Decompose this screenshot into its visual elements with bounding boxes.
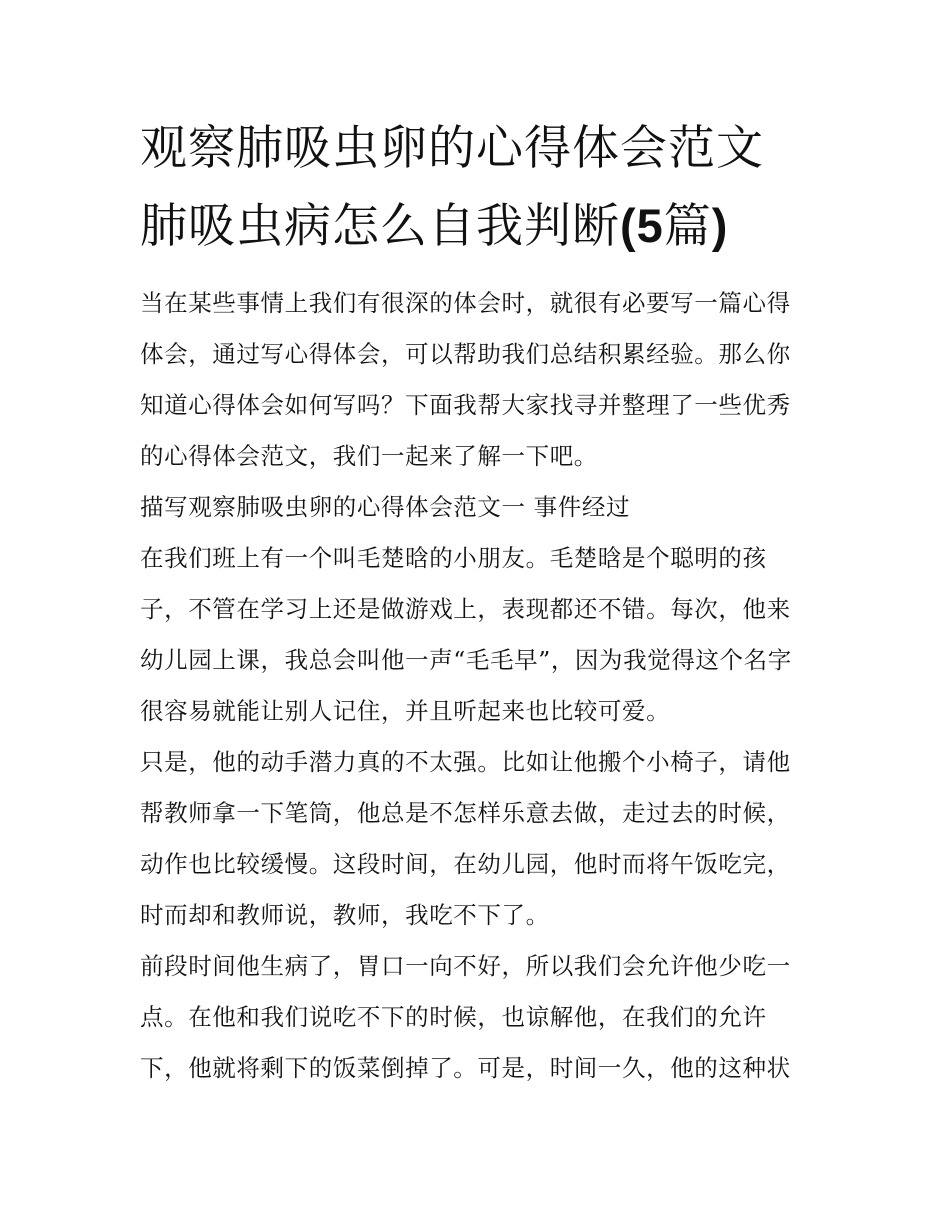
title-line-2 <box>140 187 840 265</box>
document-body <box>140 278 816 1094</box>
paragraph-line: 下，他就将剩下的饭菜倒掉了。可是，时间一久，他的这种状 <box>140 1054 791 1082</box>
paragraph-line: 的心得体会范文，我们一起来了解一下吧。 <box>140 442 598 470</box>
section-heading-text: 描写观察肺吸虫卵的心得体会范文一 事件经过 <box>140 493 631 521</box>
section-heading <box>140 482 816 533</box>
title-line-2-text: 肺吸虫病怎么自我判断 <box>140 199 620 254</box>
paragraph-story-2 <box>140 737 816 941</box>
title-paren-close: ) <box>711 199 729 252</box>
paragraph-line: 动作也比较缓慢。这段时间，在幼儿园，他时而将午饭吃完， <box>140 850 791 878</box>
paragraph-line: 前段时间他生病了，胃口一向不好，所以我们会允许他少吃一 <box>140 952 791 980</box>
paragraph-line: 只是，他的动手潜力真的不太强。比如让他搬个小椅子，请他 <box>140 748 791 776</box>
paragraph-line: 子，不管在学习上还是做游戏上，表现都还不错。每次，他来 <box>140 595 791 623</box>
title-pian: 篇 <box>663 199 712 254</box>
paragraph-line: 在我们班上有一个叫毛楚晗的小朋友。毛楚晗是个聪明的孩 <box>140 544 767 572</box>
paragraph-line: 知道心得体会如何写吗？下面我帮大家找寻并整理了一些优秀 <box>140 391 791 419</box>
title-paren-open: (5 <box>620 199 664 252</box>
paragraph-line: 幼儿园上课，我总会叫他一声“毛毛早”，因为我觉得这个名字 <box>140 646 792 674</box>
paragraph-intro <box>140 278 816 482</box>
document-title <box>140 110 840 265</box>
paragraph-story-1 <box>140 533 816 737</box>
paragraph-line: 体会，通过写心得体会，可以帮助我们总结积累经验。那么你 <box>140 340 791 368</box>
paragraph-story-3 <box>140 941 816 1094</box>
paragraph-line: 当在某些事情上我们有很深的体会时，就很有必要写一篇心得 <box>140 289 791 317</box>
title-line-1: 观察肺吸虫卵的心得体会范文 <box>140 121 764 176</box>
paragraph-line: 很容易就能让别人记住，并且听起来也比较可爱。 <box>140 697 671 725</box>
paragraph-line: 时而却和教师说，教师，我吃不下了。 <box>140 901 550 929</box>
paragraph-line: 帮教师拿一下笔筒，他总是不怎样乐意去做，走过去的时候， <box>140 799 791 827</box>
paragraph-line: 点。在他和我们说吃不下的时候，也谅解他，在我们的允许 <box>140 1003 767 1031</box>
